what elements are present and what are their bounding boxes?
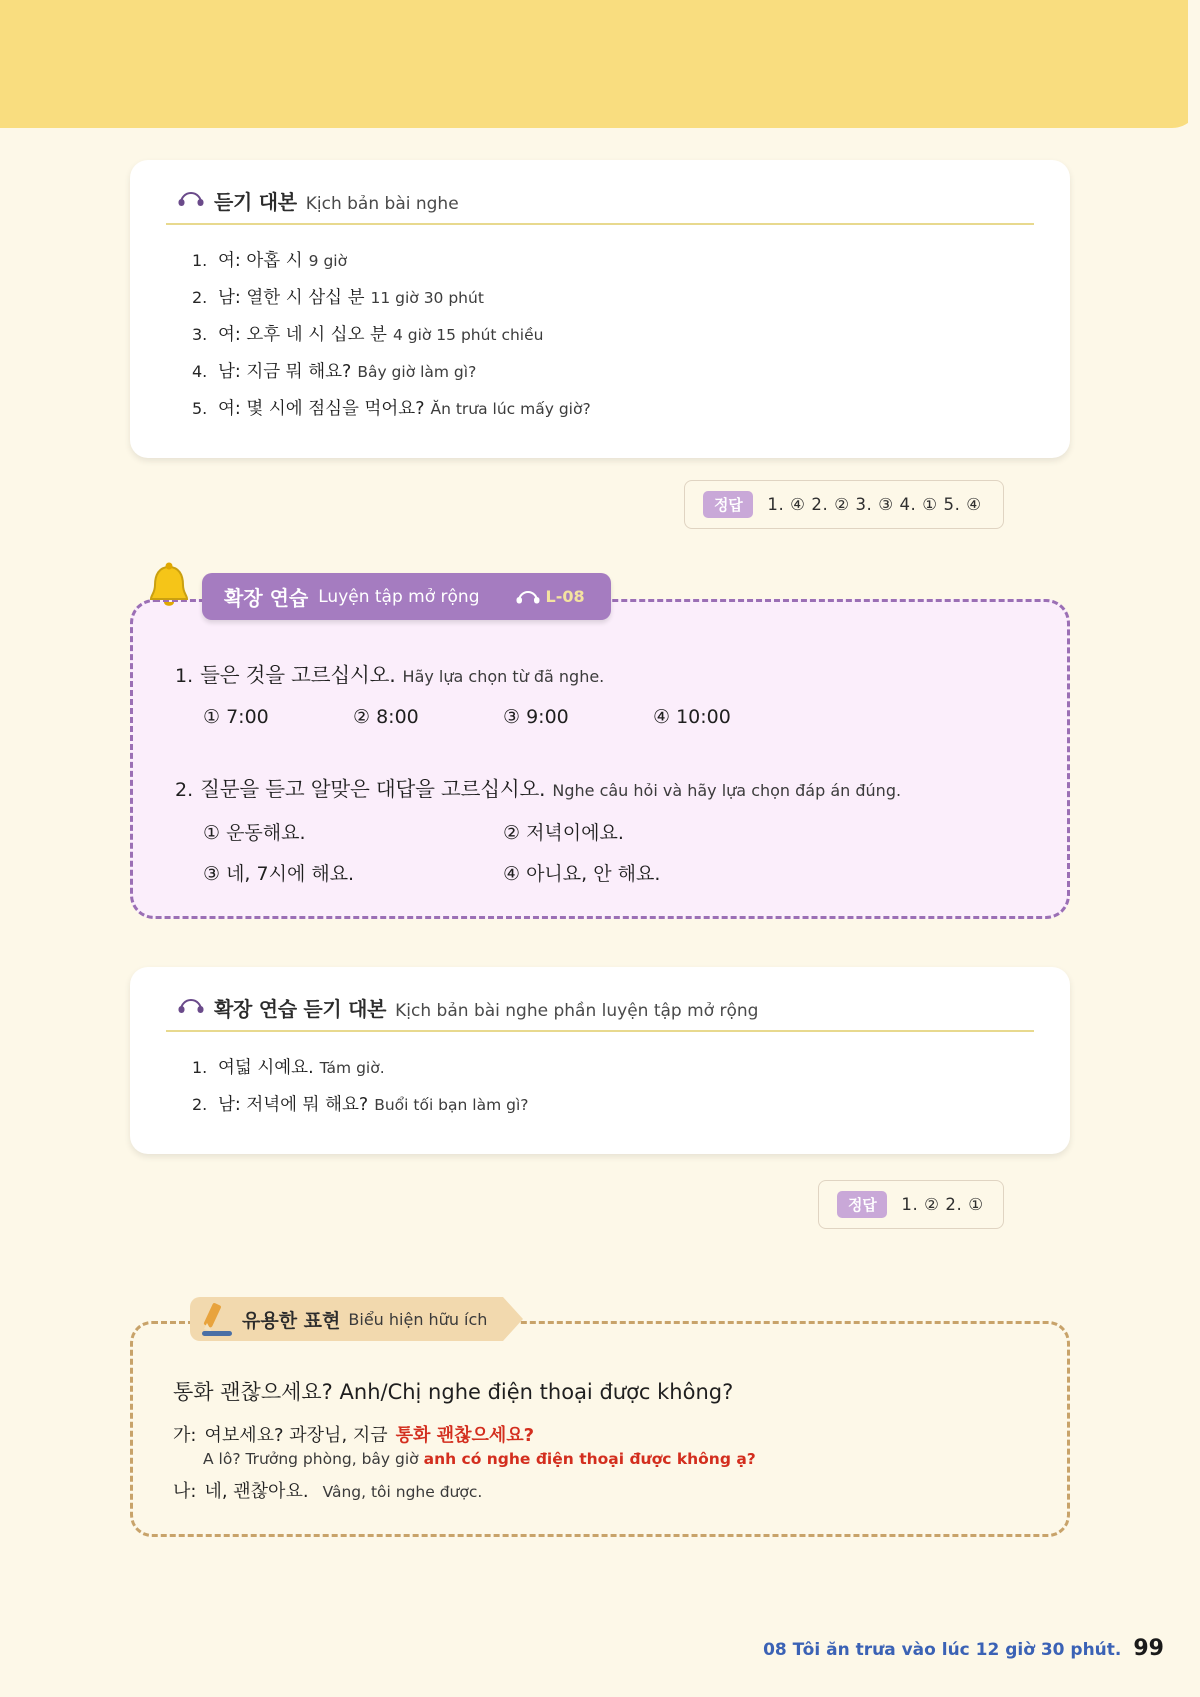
item-vietnamese: Bây giờ làm gì? xyxy=(357,363,477,381)
headphone-icon xyxy=(178,190,204,206)
question-vietnamese: Nghe câu hỏi và hãy lựa chọn đáp án đúng. xyxy=(552,781,902,800)
item-korean: 여: 몇 시에 점심을 먹어요? xyxy=(218,399,425,419)
option-choice[interactable]: ① 7:00 xyxy=(203,706,269,728)
question-korean: 들은 것을 고르십시오. xyxy=(200,663,396,687)
practice-question-1 xyxy=(167,658,1033,688)
practice-options-2 xyxy=(167,802,1033,886)
listening-script-header xyxy=(166,186,1034,225)
item-number: 5. xyxy=(192,399,208,418)
dialog-speaker: 가: xyxy=(173,1425,197,1446)
useful-expressions-title-vi: Biểu hiện hữu ích xyxy=(348,1309,488,1329)
list-item xyxy=(170,1048,1030,1085)
item-number: 1. xyxy=(192,1058,208,1077)
dialog-korean: 네, 괜찮아요. xyxy=(204,1481,309,1502)
question-number: 1. xyxy=(175,665,194,687)
item-number: 2. xyxy=(192,288,208,307)
list-item xyxy=(170,278,1030,315)
item-vietnamese: Ăn trưa lúc mấy giờ? xyxy=(430,400,591,418)
practice-tab-title-vi: Luyện tập mở rộng xyxy=(318,586,480,607)
useful-expressions-title-ko: 유용한 표현 xyxy=(242,1309,341,1332)
option-choice[interactable]: ④ 10:00 xyxy=(653,706,731,728)
answer-box-1 xyxy=(684,480,1004,529)
option-choice[interactable]: ② 8:00 xyxy=(353,706,419,728)
option-choice[interactable]: ③ 9:00 xyxy=(503,706,569,728)
practice-tab xyxy=(202,573,611,620)
useful-expressions-box xyxy=(130,1321,1070,1537)
item-number: 1. xyxy=(192,251,208,270)
practice-tab-title-ko: 확장 연습 xyxy=(224,586,309,610)
question-vietnamese: Hãy lựa chọn từ đã nghe. xyxy=(402,667,605,686)
question-number: 2. xyxy=(175,779,194,801)
listening-script-title-vi: Kịch bản bài nghe xyxy=(305,194,459,214)
answer-text: 1. ④ 2. ② 3. ③ 4. ① 5. ④ xyxy=(767,495,982,514)
dialog-line-b xyxy=(173,1474,1027,1506)
listening-script-box xyxy=(130,160,1070,458)
dialog-vietnamese: A lô? Trưởng phòng, bây giờ xyxy=(203,1450,419,1468)
answer-label: 정답 xyxy=(703,491,753,518)
audio-track-label: L-08 xyxy=(545,587,585,606)
practice-question-2 xyxy=(167,772,1033,802)
footer-chapter-title: 08 Tôi ăn trưa vào lúc 12 giờ 30 phút. xyxy=(763,1640,1122,1660)
page-footer xyxy=(763,1636,1164,1661)
answer-label: 정답 xyxy=(837,1191,887,1218)
practice-script-header xyxy=(166,993,1034,1032)
item-korean: 여덟 시예요. xyxy=(218,1058,314,1078)
answer-text: 1. ② 2. ① xyxy=(901,1195,984,1214)
pencil-icon xyxy=(198,1299,240,1339)
list-item xyxy=(170,389,1030,426)
item-korean: 남: 열한 시 삼십 분 xyxy=(218,288,365,308)
item-number: 2. xyxy=(192,1095,208,1114)
item-vietnamese: 11 giờ 30 phút xyxy=(370,289,484,307)
list-item xyxy=(170,1085,1030,1122)
dialog-korean: 여보세요? 과장님, 지금 xyxy=(204,1425,388,1446)
dialog-speaker: 나: xyxy=(173,1481,197,1502)
list-item xyxy=(170,241,1030,278)
item-vietnamese: Tám giờ. xyxy=(319,1059,385,1077)
practice-options-1 xyxy=(167,688,1033,728)
item-vietnamese: Buổi tối bạn làm gì? xyxy=(374,1096,529,1114)
audio-track-chip[interactable] xyxy=(516,587,585,606)
item-vietnamese: 9 giờ xyxy=(308,252,348,270)
page-number: 99 xyxy=(1133,1636,1164,1661)
dialog-korean-highlight: 통화 괜찮으세요? xyxy=(395,1425,535,1446)
top-yellow-band xyxy=(0,0,1200,128)
headphone-icon xyxy=(516,589,540,604)
item-korean: 남: 저녁에 뭐 해요? xyxy=(218,1095,369,1115)
expression-title-ko: 통화 괜찮으세요? xyxy=(173,1380,333,1404)
dialog-line-a xyxy=(173,1418,1027,1450)
extended-practice-section xyxy=(130,586,1070,919)
answer-box-2 xyxy=(818,1180,1004,1229)
useful-expressions-tab xyxy=(190,1297,503,1341)
question-korean: 질문을 듣고 알맞은 대답을 고르십시오. xyxy=(200,777,546,801)
list-item xyxy=(170,315,1030,352)
useful-expressions-section xyxy=(130,1309,1070,1537)
practice-script-title-vi: Kịch bản bài nghe phần luyện tập mở rộng xyxy=(395,1001,759,1021)
item-korean: 여: 아홉 시 xyxy=(218,251,303,271)
expression-title-vi: Anh/Chị nghe điện thoại được không? xyxy=(339,1380,734,1404)
listening-script-title-ko: 듣기 대본 xyxy=(214,190,297,214)
item-korean: 여: 오후 네 시 십오 분 xyxy=(218,325,387,345)
practice-script-box xyxy=(130,967,1070,1154)
item-vietnamese: 4 giờ 15 phút chiều xyxy=(392,326,544,344)
dialog-vietnamese: Vâng, tôi nghe được. xyxy=(322,1483,483,1501)
option-choice[interactable]: ④ 아니요, 안 해요. xyxy=(503,863,661,885)
listening-script-list xyxy=(170,225,1030,436)
item-korean: 남: 지금 뭐 해요? xyxy=(218,362,352,382)
page-content xyxy=(0,128,1200,1537)
headphone-icon xyxy=(178,997,204,1013)
item-number: 4. xyxy=(192,362,208,381)
expression-title xyxy=(173,1376,1027,1418)
practice-script-list xyxy=(170,1032,1030,1132)
practice-script-title-ko: 확장 연습 듣기 대본 xyxy=(214,997,387,1021)
dialog-line-a-translation xyxy=(173,1450,1027,1468)
option-choice[interactable]: ② 저녁이에요. xyxy=(503,822,624,844)
bell-icon xyxy=(146,561,192,613)
option-choice[interactable]: ③ 네, 7시에 해요. xyxy=(203,863,355,885)
item-number: 3. xyxy=(192,325,208,344)
list-item xyxy=(170,352,1030,389)
practice-box xyxy=(130,599,1070,919)
option-choice[interactable]: ① 운동해요. xyxy=(203,822,306,844)
dialog-vietnamese-highlight: anh có nghe điện thoại được không ạ? xyxy=(423,1450,756,1468)
